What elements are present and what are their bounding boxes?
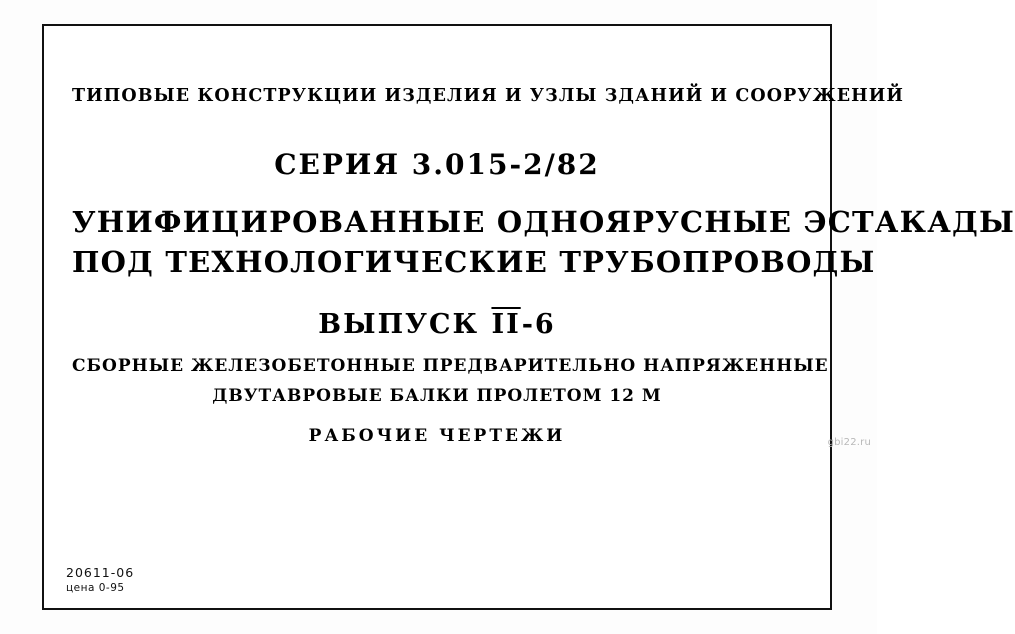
- document-category-header: ТИПОВЫЕ КОНСТРУКЦИИ ИЗДЕЛИЯ И УЗЛЫ ЗДАНИЙ И СООРУЖЕНИЙ: [72, 86, 905, 106]
- watermark-text: gbi22.ru: [827, 437, 871, 448]
- footer-price: цена 0-95: [66, 582, 125, 594]
- subtitle-line-1: СБОРНЫЕ ЖЕЛЕЗОБЕТОННЫЕ ПРЕДВАРИТЕЛЬНО НАПРЯЖЕННЫЕ: [72, 356, 829, 376]
- subtitle-line-3: РАБОЧИЕ ЧЕРТЕЖИ: [308, 426, 566, 446]
- document-title-line-1: УНИФИЦИРОВАННЫЕ ОДНОЯРУСНЫЕ ЭСТАКАДЫ: [72, 205, 1015, 239]
- document-title-line-2: ПОД ТЕХНОЛОГИЧЕСКИЕ ТРУБОПРОВОДЫ: [72, 245, 876, 279]
- issue-line: [72, 309, 802, 340]
- series-number: СЕРИЯ 3.015-2/82: [274, 148, 600, 181]
- issue-number: -6: [521, 309, 556, 340]
- issue-roman-numeral: $\overline{II}$: [491, 309, 521, 340]
- footer-document-code: 20611-06: [66, 565, 135, 580]
- footer-block: [66, 565, 134, 594]
- subtitle-line-2: ДВУТАВРОВЫЕ БАЛКИ ПРОЛЕТОМ 12 М: [212, 386, 662, 406]
- issue-label: ВЫПУСК: [318, 309, 480, 340]
